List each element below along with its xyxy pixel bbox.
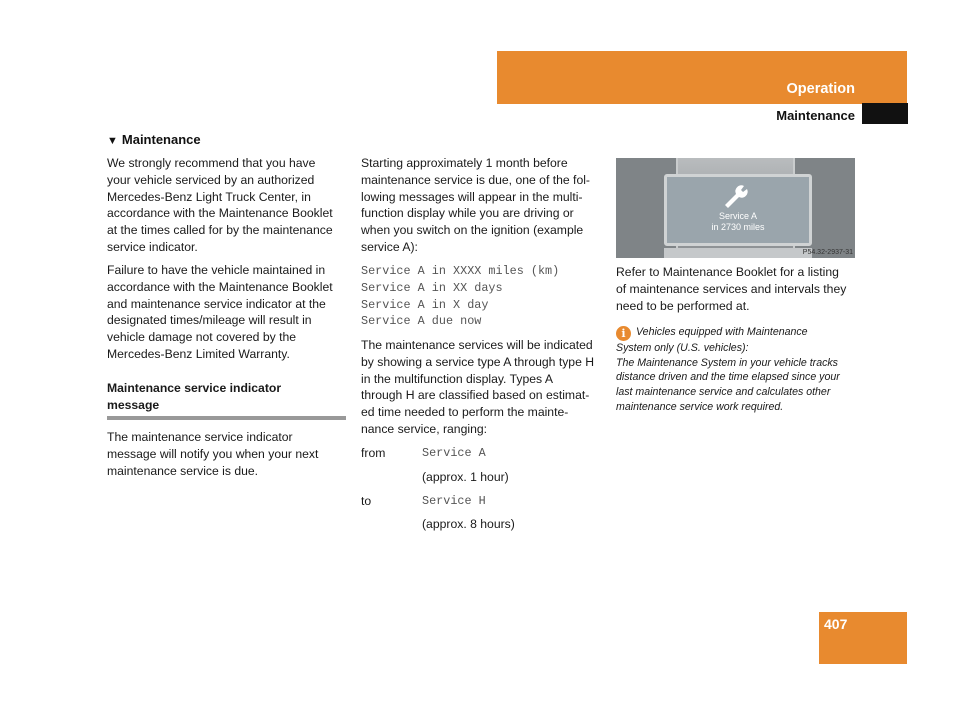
subheading-rule [107,416,346,420]
subheading-indicator-message [107,380,347,414]
display-line-2: in 2730 miles [711,222,765,232]
col2-paragraph-2 [361,337,604,438]
text-line: Refer to Maintenance Booklet for a listing [616,265,839,279]
display-line-1: Service A [718,211,758,221]
text-line: your vehicle serviced by an authorized [107,172,315,187]
service-message: Service A due now [361,314,482,329]
section-tab-marker [862,103,908,124]
text-line: by showing a service type A through type H [361,354,595,369]
text-line: of maintenance services and intervals they [616,281,847,296]
text-line: Failure to have the vehicle maintained in [107,263,326,277]
text-line: accordance with the Maintenance Booklet [107,279,333,294]
text-line: lowing messages will appear in the multi- [361,189,583,204]
text-line: Mercedes-Benz Light Truck Center, in [107,189,311,204]
col2-paragraph-1 [361,155,604,256]
note-line: maintenance service work required. [616,400,784,413]
section-title: Maintenance [776,108,855,123]
text-line: and maintenance service indicator at the [107,296,326,311]
range-from-duration: (approx. 1 hour) [422,470,509,484]
text-line: The maintenance services will be indicated [361,338,593,352]
text-line: service indicator. [107,239,198,254]
note-line: last maintenance service and calculates other [616,386,831,399]
page-number: 407 [824,616,848,632]
range-to-label: to [361,494,372,508]
text-line: vehicle damage not covered by the [107,330,297,345]
text-line: message will notify you when your next [107,446,319,461]
text-line: Maintenance service indicator [107,381,282,395]
text-line: ed time needed to perform the mainte- [361,405,569,420]
chapter-header-bar [497,51,907,104]
range-to-duration: (approx. 8 hours) [422,517,515,531]
col1-paragraph-2 [107,262,347,363]
text-line: function display while you are driving or [361,206,574,221]
wrench-icon [721,183,751,209]
info-note [616,325,856,415]
text-line: We strongly recommend that you have [107,156,316,170]
text-line: designated times/mileage will result in [107,313,312,328]
range-from-value: Service A [422,446,486,460]
service-message: Service A in X day [361,297,489,312]
multifunction-display-image [616,158,855,258]
text-line: nance service, ranging: [361,421,488,436]
info-icon: i [616,326,631,341]
lower-display-strip [664,248,812,258]
display-screen [664,174,812,246]
text-line: when you switch on the ignition (example [361,223,584,238]
service-message: Service A in XX days [361,280,503,295]
text-line: through H are classified based on estimat- [361,388,590,403]
text-line: need to be performed at. [616,298,750,313]
text-line: Mercedes-Benz Limited Warranty. [107,346,290,361]
text-line: maintenance service is due, one of the fol- [361,172,590,187]
heading-text: Maintenance [121,132,201,147]
service-message-list [361,263,604,330]
text-line: service A): [361,239,418,254]
range-to-value: Service H [422,494,486,508]
text-line: The maintenance service indicator [107,430,293,444]
service-message: Service A in XXXX miles (km) [361,264,560,278]
text-line: in the multifunction display. Types A [361,371,553,386]
chapter-title: Operation [786,81,855,97]
note-line: The Maintenance System in your vehicle tracks [616,356,838,369]
image-code: P54.32-2937-31 [802,249,853,256]
note-line: Vehicles equipped with Maintenance [636,326,808,338]
note-line: System only (U.S. vehicles): [616,342,749,354]
range-from-label: from [361,446,386,460]
note-line: distance driven and the time elapsed since your [616,371,840,384]
heading-maintenance [107,132,347,147]
col1-paragraph-1 [107,155,347,256]
col1-paragraph-3 [107,429,347,479]
text-line: at the times called for by the maintenance [107,223,333,238]
text-line: maintenance service is due. [107,463,259,478]
triangle-down-icon: ▼ [107,135,118,147]
col3-paragraph-1 [616,264,856,314]
text-line: message [107,397,160,412]
text-line: Starting approximately 1 month before [361,156,568,170]
text-line: accordance with the Maintenance Booklet [107,206,333,221]
